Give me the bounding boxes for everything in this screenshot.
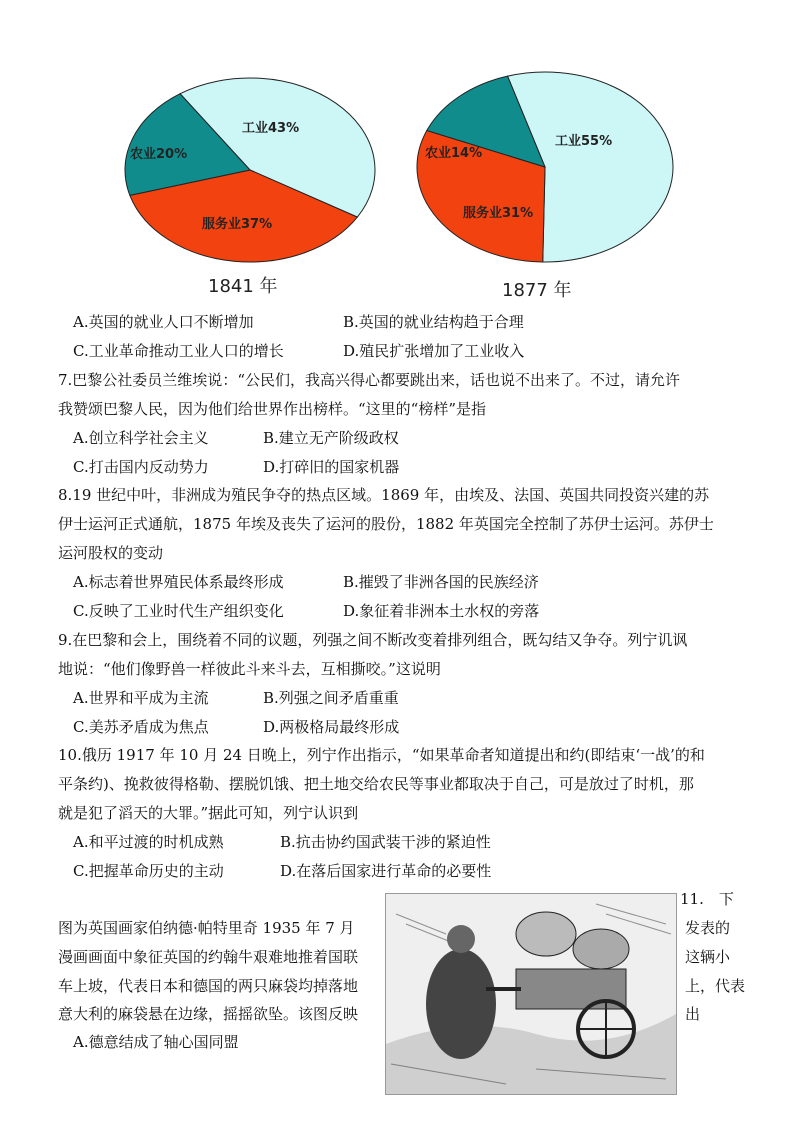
q8-stem-line2: 伊士运河正式通航，1875 年埃及丧失了运河的股份，1882 年英国完全控制了苏伊士运河。苏伊士 (58, 515, 714, 533)
pie-slice-label: 农业14% (425, 146, 483, 161)
chart-caption-1841: 1841 年 (208, 276, 278, 297)
pie-slice-label: 农业20% (130, 147, 188, 162)
q6-option-d: D.殖民扩张增加了工业收入 (343, 342, 525, 360)
q9-stem-line1: 9.在巴黎和会上，围绕着不同的议题，列强之间不断改变着排列组合，既勾结又争夺。列宁讥讽 (58, 631, 688, 649)
q11-stem-left-line2: 漫画画面中象征英国的约翰牛艰难地推着国联 (58, 948, 359, 966)
q10-stem-line2: 平条约)、挽救彼得格勒、摆脱饥饿、把土地交给农民等事业都取决于自己，可是放过了时机，那 (58, 775, 694, 793)
q6-option-a: A.英国的就业人口不断增加 (73, 313, 254, 331)
q7-stem-line1: 7.巴黎公社委员兰维埃说：“公民们，我高兴得心都要跳出来，话也说不出来了。不过，请允许 (58, 371, 680, 389)
q8-option-c: C.反映了工业时代生产组织变化 (73, 602, 284, 620)
q9-option-a: A.世界和平成为主流 (73, 689, 209, 707)
sack (516, 912, 576, 956)
q11-stem-right-line3: 上，代表 (685, 977, 746, 995)
q8-option-b: B.摧毁了非洲各国的民族经济 (343, 573, 539, 591)
q7-option-a: A.创立科学社会主义 (73, 429, 209, 447)
q10-stem-line3: 就是犯了滔天的大罪。”据此可知，列宁认识到 (58, 804, 359, 822)
q11-number: 11. 下 (680, 890, 734, 908)
q10-option-a: A.和平过渡的时机成熟 (73, 833, 224, 851)
pie-chart-1877 (405, 65, 685, 275)
pie-chart-1841 (110, 70, 390, 270)
q9-option-d: D.两极格局最终形成 (263, 718, 400, 736)
cartoon-drawing (386, 894, 676, 1094)
q8-option-d: D.象征着非洲本土水权的旁落 (343, 602, 540, 620)
q11-stem-left-line1: 图为英国画家伯纳德·帕特里奇 1935 年 7 月 (58, 919, 355, 937)
q9-stem-line2: 地说：“他们像野兽一样彼此斗来斗去，互相撕咬。”这说明 (58, 660, 441, 678)
pie-slice-label: 服务业37% (202, 217, 273, 232)
q8-stem-line3: 运河股权的变动 (58, 544, 164, 562)
q11-stem-right-line1: 发表的 (685, 919, 731, 937)
q10-stem-line1: 10.俄历 1917 年 10 月 24 日晚上，列宁作出指示，“如果革命者知道提出和约(即结束‘一战’的和 (58, 746, 705, 764)
pie-slice-label: 工业55% (555, 134, 613, 149)
q7-stem-line2: 我赞颂巴黎人民，因为他们给世界作出榜样。“这里的“榜样”是指 (58, 400, 487, 418)
q11-stem-left-line4: 意大利的麻袋悬在边缘，摇摇欲坠。该图反映 (58, 1005, 359, 1023)
q9-option-c: C.美苏矛盾成为焦点 (73, 718, 209, 736)
q11-stem-right-line2: 这辆小 (685, 948, 731, 966)
q8-stem-line1: 8.19 世纪中叶，非洲成为殖民争夺的热点区域。1869 年，由埃及、法国、英国共同投资兴建的苏 (58, 486, 710, 504)
q11-stem-right-line4: 出 (685, 1005, 701, 1023)
q7-option-d: D.打碎旧的国家机器 (263, 458, 400, 476)
pie-slice-label: 服务业31% (463, 206, 534, 221)
q9-option-b: B.列强之间矛盾重重 (263, 689, 399, 707)
q10-option-d: D.在落后国家进行革命的必要性 (280, 862, 492, 880)
q8-option-a: A.标志着世界殖民体系最终形成 (73, 573, 284, 591)
sack (573, 929, 629, 969)
cartoon-illustration (385, 893, 677, 1095)
q6-option-b: B.英国的就业结构趋于合理 (343, 313, 524, 331)
q6-option-c: C.工业革命推动工业人口的增长 (73, 342, 284, 360)
chart-caption-1877: 1877 年 (502, 280, 572, 301)
q11-stem-left-line3: 车上坡，代表日本和德国的两只麻袋均掉落地 (58, 977, 359, 995)
q7-option-c: C.打击国内反动势力 (73, 458, 209, 476)
q10-option-c: C.把握革命历史的主动 (73, 862, 224, 880)
q7-option-b: B.建立无产阶级政权 (263, 429, 399, 447)
q11-option-a: A.德意结成了轴心国同盟 (73, 1033, 239, 1051)
q10-option-b: B.抗击协约国武装干涉的紧迫性 (280, 833, 491, 851)
pie-slice-label: 工业43% (242, 121, 300, 136)
figure-john-bull (426, 949, 496, 1059)
